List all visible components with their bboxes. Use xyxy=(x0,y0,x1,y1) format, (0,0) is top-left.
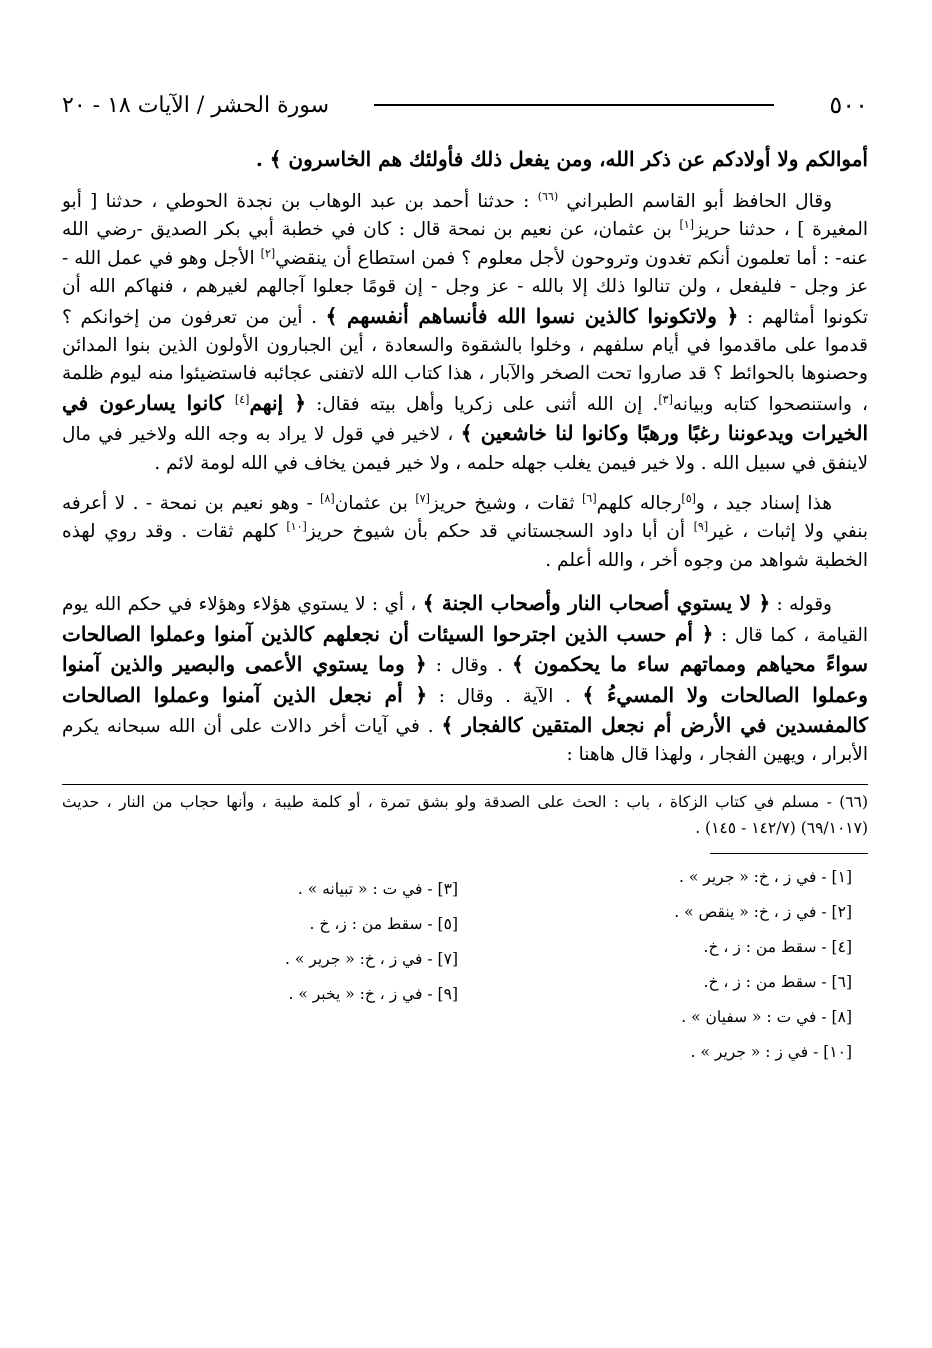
verse-commentary-paragraph xyxy=(62,589,868,769)
text-span: بن عثمان، عن نعيم بن نمحة قال : كان في خطبة أبي بكر الصديق -رضي الله عنه- : أما تعلمون أنكم تغدون وتروحون لأجل معلوم ؟ فمن استطاع أن ينقضي xyxy=(62,219,868,269)
variant-note: [٥] - سقط من : ز، خ . xyxy=(309,914,458,933)
quran-quote: ﴿ أم نجعل الذين آمنوا وعملوا الصالحات كالمفسدين في الأرض أم نجعل المتقين كالفجار ﴾ xyxy=(62,682,868,737)
text-span: وقوله : xyxy=(770,594,832,616)
text-span: . إن الله أثنى على زكريا وأهل بيته فقال: xyxy=(305,393,659,415)
variant-note: [٦] - سقط من : ز ، خ. xyxy=(703,972,852,991)
text-span: ثقات ، وشيخ حريز xyxy=(429,493,583,515)
header-rule xyxy=(374,104,774,106)
book-page xyxy=(62,88,868,1100)
variant-note: [٩] - في ز ، خ: « يخبر » . xyxy=(288,984,458,1003)
variants-column-right xyxy=(674,860,852,1070)
running-title: سورة الحشر / الآيات ١٨ - ٢٠ xyxy=(62,92,330,118)
text-span: . أين من تعرفون من إخوانكم ؟ قدموا على ماقدموا في أيام سلفهم ، وخلوا بالشقوة والسعادة ، أين الجبارون الأولون الذين بنوا المدائن وحصنوها بالحوائط ؟ قد صاروا تحت الصخر والآبار ، هذا كتاب الله لاتفنى عجائبه فاستضيئوا منه ليوم ظلمة ، واستنصحوا كتابه وبيانه xyxy=(62,306,869,415)
variant-note: [٣] - في ت : « تبيانه » . xyxy=(297,879,458,898)
text-span: الأجل وهو في عمل الله - عز وجل - فليفعل ، ولن تنالوا ذلك إلا بالله - عز وجل - إن قومًا جعلوا آجالهم لغيرهم ، فنهاكم الله أن تكونوا أمثالهم : xyxy=(62,247,868,328)
text-span: رجاله كلهم xyxy=(596,493,682,515)
text-span: . وقال : xyxy=(426,655,513,677)
variant-ref: [١] xyxy=(679,218,694,232)
variant-note: [٨] - في ت : « سفيان » . xyxy=(681,1007,852,1026)
tabarani-narration-paragraph xyxy=(62,188,868,478)
text-span: - وهو نعيم بن نمحة - . لا أعرفه بنفي ولا إثبات ، غير xyxy=(62,493,868,543)
page-header xyxy=(62,88,868,122)
page-number: ٥٠٠ xyxy=(829,91,868,119)
quran-quote: ﴿ وما يستوي الأعمى والبصير والذين آمنوا وعملوا الصالحات ولا المسيءُ ﴾ xyxy=(62,652,868,707)
variant-ref: [٥] xyxy=(681,491,696,505)
hadith-source-footnote: (٦٦) - مسلم في كتاب الزكاة ، باب : الحث على الصدقة ولو بشق تمرة ، أو كلمة طيبة ، وأنها حجاب من النار ، حديث (٦٩/١٠١٧) (١٤٢/٧ - ١٤٥) . xyxy=(62,792,868,837)
variant-ref: [٨] xyxy=(320,491,335,505)
footnote-ref: (٦٦) xyxy=(537,189,559,203)
text-span: . الآية . وقال : xyxy=(427,685,583,707)
footnote-divider xyxy=(62,784,868,785)
quran-quote: ﴿ إنهم xyxy=(249,390,306,415)
variant-ref: [٧] xyxy=(415,491,430,505)
text-span: أن أبا داود السجستاني قد حكم بأن شيوخ حريز xyxy=(306,521,694,543)
quran-quote: ﴿ ولاتكونوا كالذين نسوا الله فأنساهم أنفسهم ﴾ xyxy=(325,303,739,328)
quran-quote: ﴿ لا يستوي أصحاب النار وأصحاب الجنة ﴾ xyxy=(422,591,771,616)
text-span: هذا إسناد جيد ، و xyxy=(695,493,833,515)
opening-verse-line: أموالكم ولا أولادكم عن ذكر الله، ومن يفعل ذلك فأولئك هم الخاسرون ﴾ . xyxy=(255,147,868,171)
text-span: وقال الحافظ أبو القاسم الطبراني xyxy=(566,191,832,212)
variant-note: [٢] - في ز ، خ: « ينقص » . xyxy=(674,902,852,921)
text-span: كلهم ثقات . وقد روي لهذه الخطبة شواهد من وجوه أخر ، والله أعلم . xyxy=(62,521,868,571)
variant-ref: [١٠] xyxy=(286,520,307,534)
variant-note: [٧] - في ز ، خ: « جرير » . xyxy=(285,949,458,968)
variant-ref: [٣] xyxy=(658,392,673,406)
variant-note: [١] - في ز ، خ: « جرير » . xyxy=(679,867,852,886)
variant-ref: [٤] xyxy=(234,392,250,406)
text-span: ، لاخير في قول لا يراد به وجه الله ولاخير في مال لاينفق في سبيل الله . ولا خير فيمن يغلب جهله حلمه ، ولا خير فيمن يخاف في الله لومة لائم . xyxy=(62,424,868,474)
isnad-assessment-paragraph xyxy=(62,490,868,575)
textual-variants xyxy=(62,860,868,1100)
variant-ref: [٩] xyxy=(693,520,709,534)
variant-ref: [٦] xyxy=(582,491,597,505)
text-span: بن عثمان xyxy=(334,493,416,515)
text-span: : حدثنا أحمد بن عبد الوهاب بن نجدة الحوطي ، حدثنا [ أبو المغيرة ] ، حدثنا حريز xyxy=(62,191,868,241)
variants-column-left xyxy=(285,872,458,1012)
text-span: . في آيات أخر دالات على أن الله سبحانه يكرم الأبرار ، ويهين الفجار ، ولهذا قال هاهنا : xyxy=(62,715,868,766)
quran-quote: ﴿ أم حسب الذين اجترحوا السيئات أن نجعلهم كالذين آمنوا وعملوا الصالحات سواءً محياهم ومماتهم ساء ما يحكمون ﴾ xyxy=(62,621,868,677)
variant-note: [٤] - سقط من : ز ، خ. xyxy=(703,937,852,956)
variant-note: [١٠] - في ز : « جرير » . xyxy=(690,1042,852,1061)
quran-quote: كانوا يسارعون في الخيرات ويدعوننا رغبًا ورهبًا وكانوا لنا خاشعين ﴾ xyxy=(62,390,869,446)
variant-ref: [٢] xyxy=(260,246,276,260)
variants-divider xyxy=(710,853,868,854)
text-span: ، أي : لا يستوي هؤلاء وهؤلاء في حكم الله يوم القيامة ، كما قال : xyxy=(62,594,868,646)
